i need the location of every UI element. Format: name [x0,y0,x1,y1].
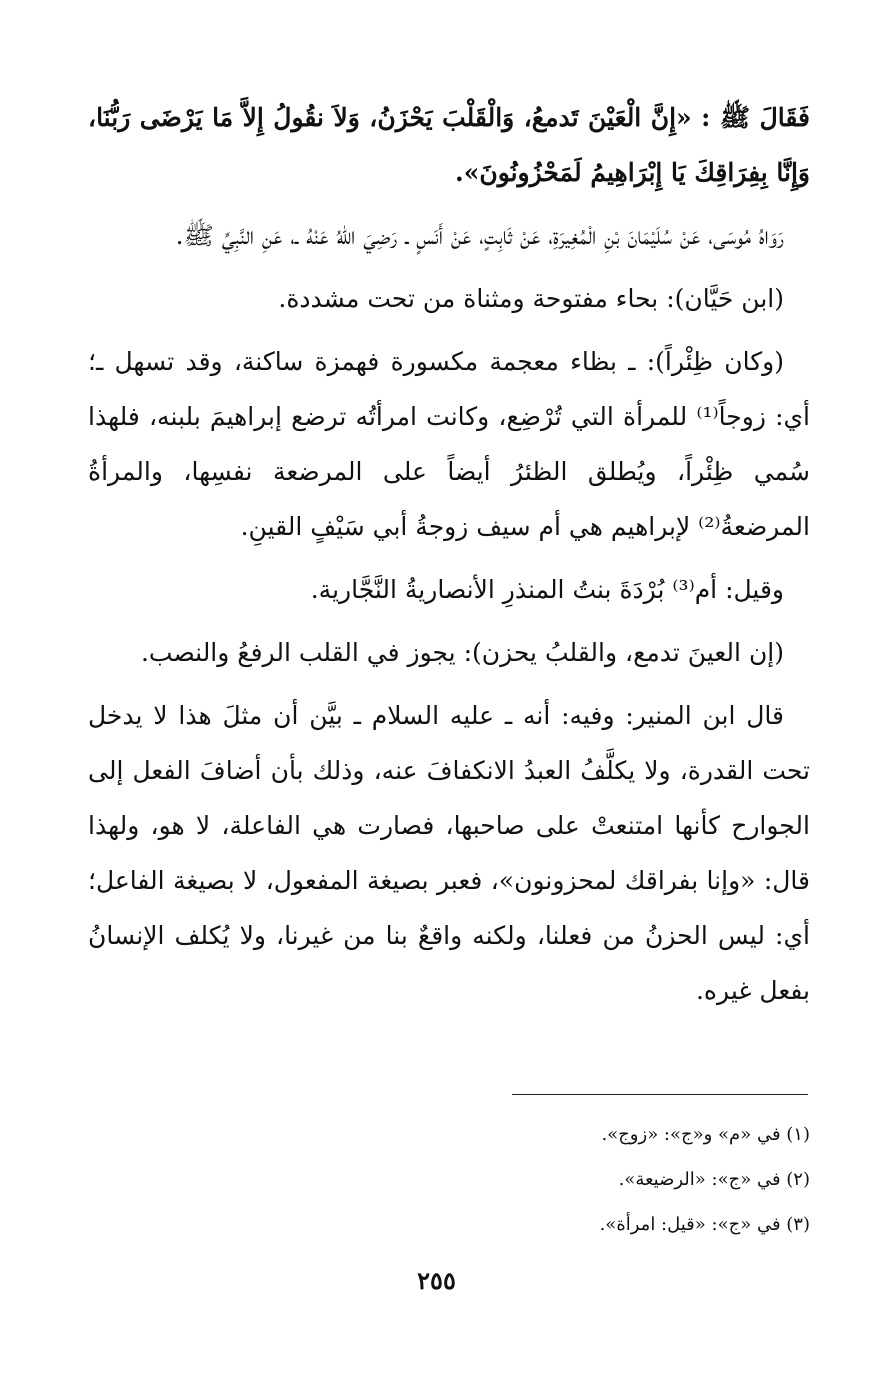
commentary-paragraph-zi-r: (وكان ظِئْراً): ـ بظاء معجمة مكسورة فهمزة ساكنة، وقد تسهل ـ؛ أي: زوجاً⁽¹⁾ للمرأة التي تُرْضِع، وكانت امرأتُه ترضع إبراهيمَ بلبنه، فلهذا سُمي ظِئْراً، ويُطلق الظئرُ أيضاً على المرضعة نفسِها، والمرأةُ المرضعةُ⁽²⁾ لإبراهيم هي أم سيف زوجةُ أبي سَيْفٍ القينِ. [88,347,810,541]
page-number: ٢٥٥ [417,1266,456,1295]
commentary-paragraph-umm-burda: وقيل: أم⁽³⁾ بُرْدَةَ بنتُ المنذرِ الأنصاريةُ النَّجَّارية. [310,575,784,604]
commentary-paragraph-ibn-al-munir: قال ابن المنير: وفيه: أنه ـ عليه السلام ـ بيَّن أن مثلَ هذا لا يدخل تحت القدرة، ولا يكلَّفُ العبدُ الانكفافَ عنه، وذلك بأن أضافَ الفعل إلى الجوارح كأنها امتنعتْ على صاحبها، فصارت هي الفاعلة، لا هو، ولهذا قال: «وإنا بفراقك لمحزونون»، فعبر بصيغة المفعول، لا بصيغة الفاعل؛ أي: ليس الحزنُ من فعلنا، ولكنه واقعٌ بنا من غيرنا، ولا يُكلف الإنسانُ بفعل غيره. [88,701,810,1005]
hadith-quote-paragraph: فَقَالَ ﷺ : «إِنَّ الْعَيْنَ تَدمعُ، وَالْقَلْبَ يَحْزَنُ، وَلاَ نقُولُ إِلاَّ مَا يَرْضَى رَبُّنَا، وَإِنَّا بِفِرَاقِكَ يَا إِبْرَاهِيمُ لَمَحْزُونُونَ». [88,103,810,187]
footnote-2: (٢) في «ج»: «الرضيعة». [618,1169,810,1190]
narration-chain-paragraph: رَوَاهُ مُوسَى، عَنْ سُلَيْمَانَ بْنِ الْمُغِيرَةِ، عَنْ ثَابِتٍ، عَنْ أَنَسٍ ـ رَضِيَ اللهُ عَنْهُ ـ، عَنِ النَّبِيِّ ﷺ. [175,221,784,250]
commentary-paragraph-ibn-hayyan: (ابن حَيَّان): بحاء مفتوحة ومثناة من تحت مشددة. [278,284,784,313]
footnote-divider [512,1094,808,1095]
main-text-block [88,90,810,1026]
footnote-1: (١) في «م» و«ج»: «زوج». [601,1124,810,1145]
footnotes-section [300,1112,810,1247]
commentary-paragraph-grammar: (إن العينَ تدمع، والقلبُ يحزن): يجوز في القلب الرفعُ والنصب. [140,638,784,667]
footnote-3: (٣) في «ج»: «قيل: امرأة». [599,1214,810,1235]
